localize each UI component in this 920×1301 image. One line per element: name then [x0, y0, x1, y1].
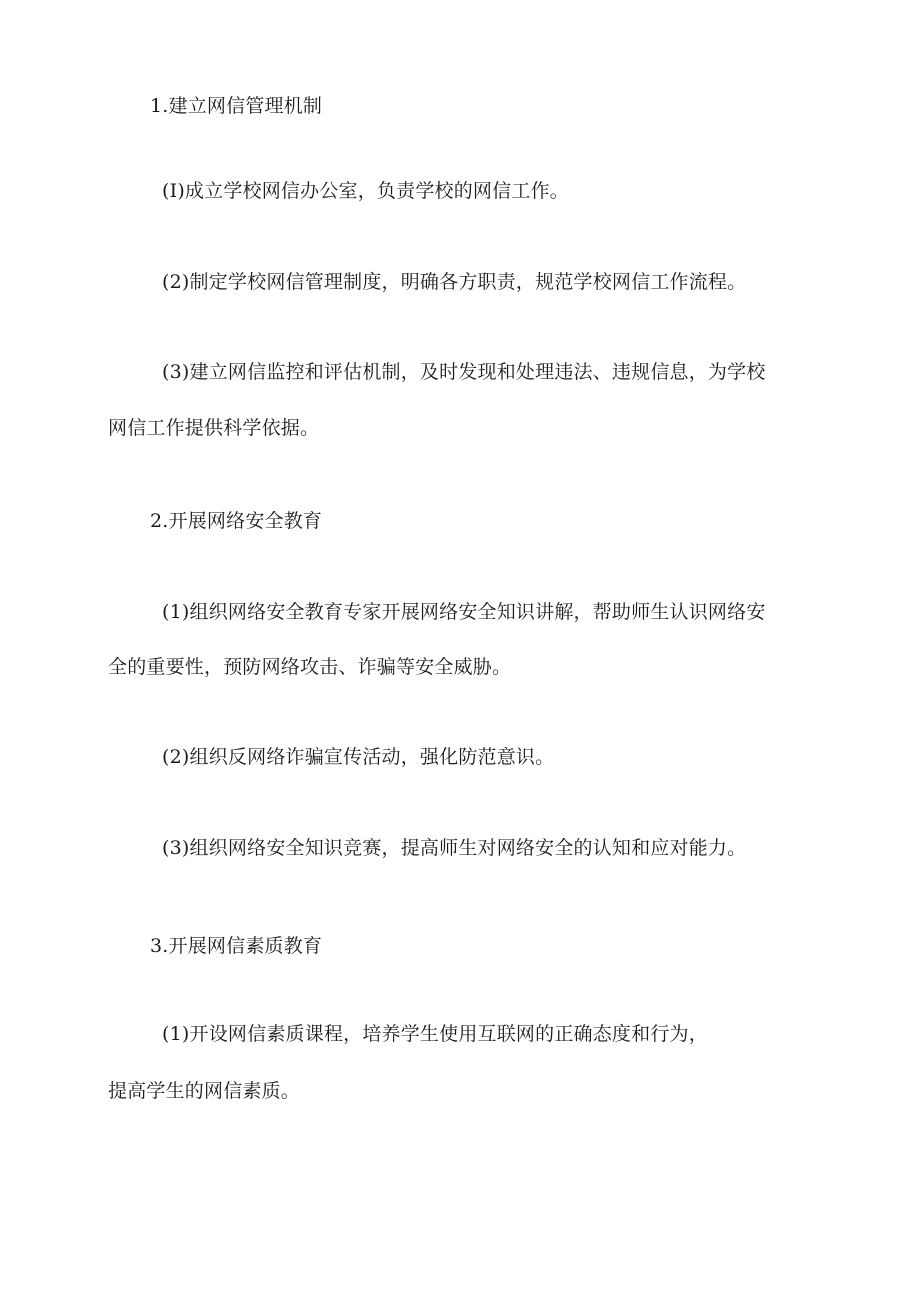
paragraph-2-1-line-1: (1)组织网络安全教育专家开展网络安全知识讲解，帮助师生认识网络安	[162, 601, 766, 623]
section-heading-3: 3.开展网信素质教育	[150, 935, 323, 957]
paragraph-1-2: (2)制定学校网信管理制度，明确各方职责，规范学校网信工作流程。	[162, 271, 747, 293]
paragraph-2-2: (2)组织反网络诈骗宣传活动，强化防范意识。	[162, 746, 555, 768]
section-heading-1: 1.建立网信管理机制	[150, 95, 323, 117]
paragraph-1-1: (I)成立学校网信办公室，负责学校的网信工作。	[162, 180, 569, 202]
paragraph-1-3-line-2: 网信工作提供科学依据。	[108, 417, 320, 439]
paragraph-3-1-line-1: (1)开设网信素质课程，培养学生使用互联网的正确态度和行为，	[162, 1023, 708, 1045]
paragraph-3-1-line-2: 提高学生的网信素质。	[108, 1080, 301, 1102]
section-heading-2: 2.开展网络安全教育	[150, 510, 323, 532]
paragraph-2-3: (3)组织网络安全知识竞赛，提高师生对网络安全的认知和应对能力。	[162, 837, 747, 859]
paragraph-2-1-line-2: 全的重要性，预防网络攻击、诈骗等安全威胁。	[108, 656, 512, 678]
paragraph-1-3-line-1: (3)建立网信监控和评估机制，及时发现和处理违法、违规信息，为学校	[162, 361, 766, 383]
